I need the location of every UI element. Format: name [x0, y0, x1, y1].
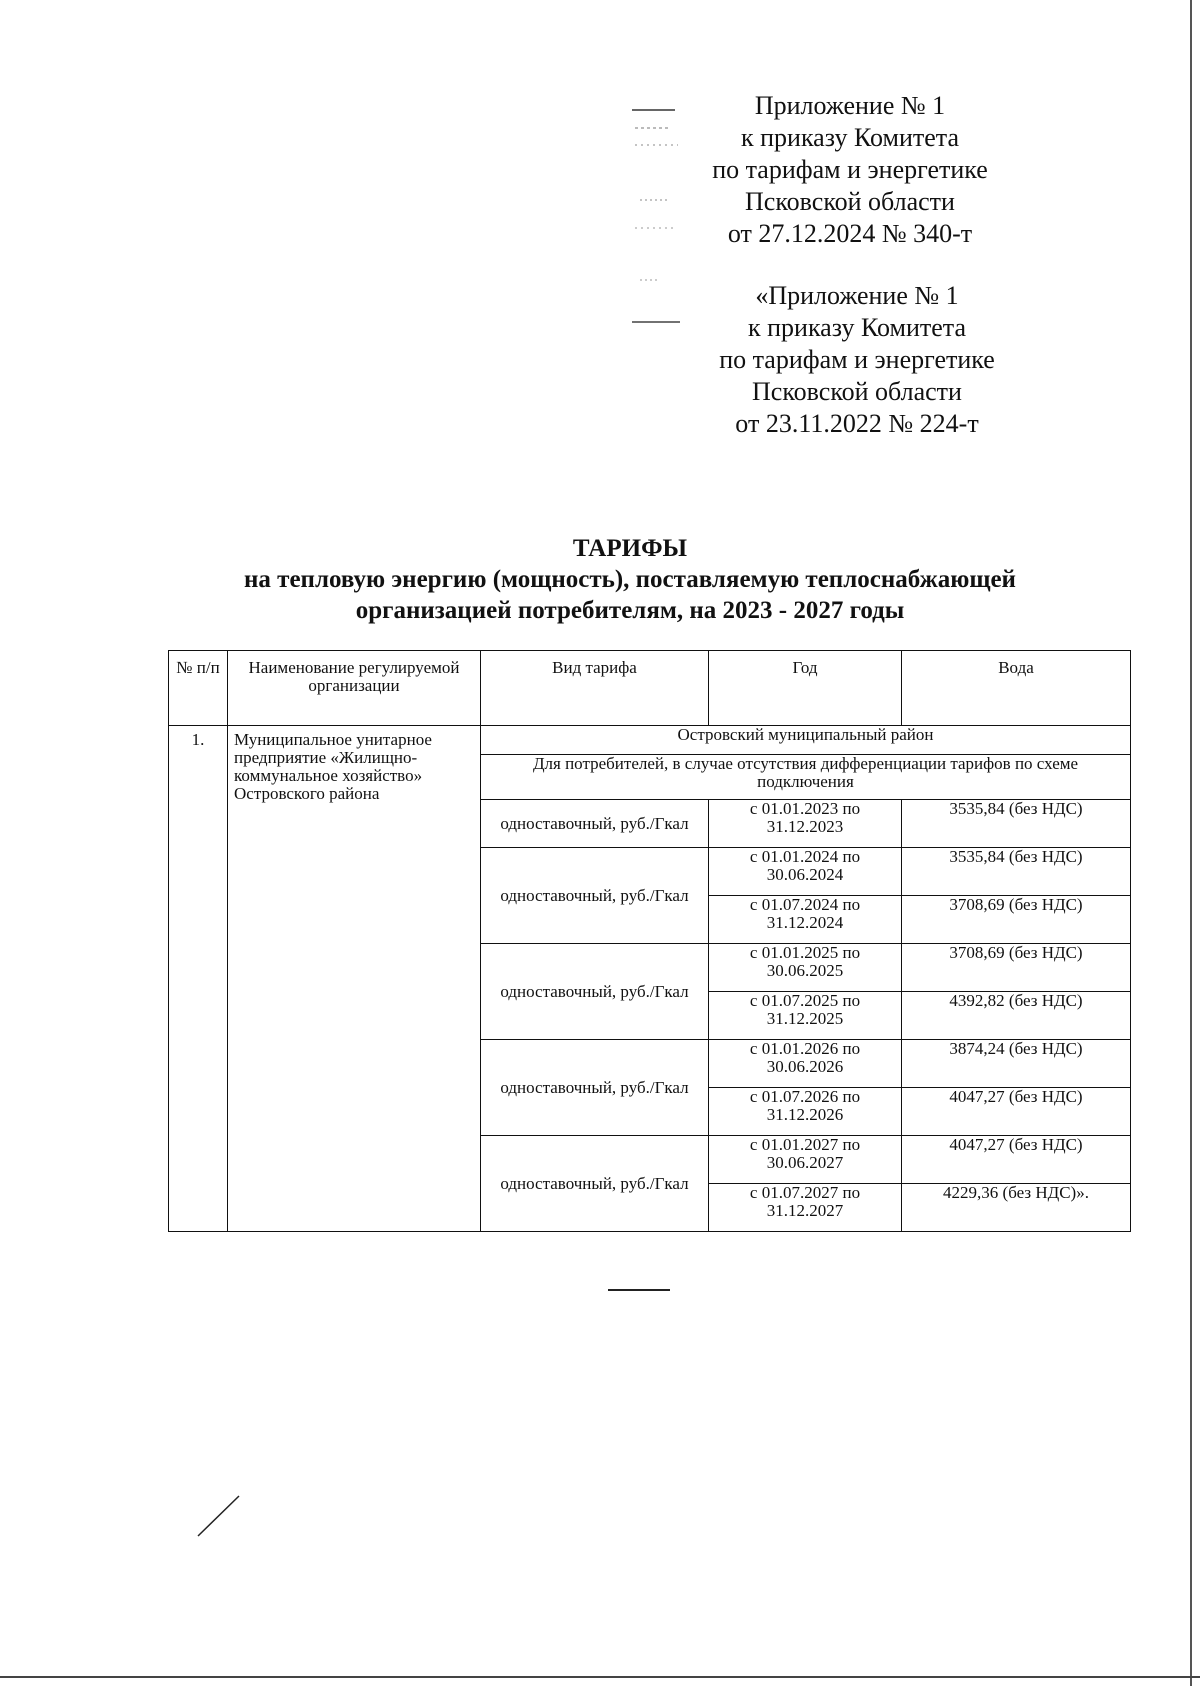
pen-stroke-mark	[195, 1490, 245, 1540]
document-title	[150, 533, 1110, 626]
header-water: Вода	[902, 651, 1131, 726]
faded-stamp-marks	[630, 100, 710, 330]
tariff-period: с 01.01.2027 по 30.06.2027	[709, 1136, 902, 1184]
appendix-line: к приказу Комитета	[740, 123, 959, 152]
tariff-period: с 01.07.2027 по 31.12.2027	[709, 1184, 902, 1232]
tariff-type: одноставочный, руб./Гкал	[481, 1136, 709, 1232]
tariff-value: 3535,84 (без НДС)	[902, 800, 1131, 848]
row-number: 1.	[169, 726, 228, 1232]
tariff-period: с 01.01.2023 по 31.12.2023	[709, 800, 902, 848]
tariff-type: одноставочный, руб./Гкал	[481, 848, 709, 944]
appendix-line: Приложение № 1	[754, 91, 946, 120]
appendix-line: от 23.11.2022 № 224-т	[735, 409, 979, 438]
header-num: № п/п	[169, 651, 228, 726]
table-header-row	[169, 651, 1131, 726]
appendix-line: «Приложение № 1	[755, 281, 959, 310]
tariff-period: с 01.01.2024 по 30.06.2024	[709, 848, 902, 896]
tariff-value: 3708,69 (без НДС)	[902, 896, 1131, 944]
appendix-line: Псковской области	[752, 377, 962, 406]
tariff-value: 3874,24 (без НДС)	[902, 1040, 1131, 1088]
tariff-type: одноставочный, руб./Гкал	[481, 800, 709, 848]
tariff-value: 4047,27 (без НДС)	[902, 1088, 1131, 1136]
title-heading: ТАРИФЫ	[572, 535, 688, 562]
tariff-type: одноставочный, руб./Гкал	[481, 944, 709, 1040]
header-type: Вид тарифа	[481, 651, 709, 726]
appendix-line: от 27.12.2024 № 340-т	[727, 219, 973, 248]
title-line: организацией потребителям, на 2023 - 2027 годы	[355, 597, 905, 624]
appendix-line: Псковской области	[745, 187, 955, 216]
title-line: на тепловую энергию (мощность), поставляемую теплоснабжающей	[244, 566, 1016, 593]
header-org: Наименование регулируемой организации	[228, 651, 481, 726]
appendix-line: по тарифам и энергетике	[719, 345, 995, 374]
scan-edge-right	[1190, 0, 1192, 1686]
table-row	[169, 726, 1131, 755]
organization-name: Муниципальное унитарное предприятие «Жилищно-коммунальное хозяйство» Островского района	[228, 726, 481, 1232]
tariff-period: с 01.07.2026 по 31.12.2026	[709, 1088, 902, 1136]
consumers-note: Для потребителей, в случае отсутствия дифференциации тарифов по схеме подключения	[481, 755, 1131, 800]
end-of-document-line	[608, 1289, 670, 1291]
district-name: Островский муниципальный район	[481, 726, 1131, 755]
scan-edge-bottom	[0, 1676, 1200, 1678]
tariff-value: 4047,27 (без НДС)	[902, 1136, 1131, 1184]
tariff-period: с 01.07.2024 по 31.12.2024	[709, 896, 902, 944]
tariff-value: 3535,84 (без НДС)	[902, 848, 1131, 896]
tariff-period: с 01.07.2025 по 31.12.2025	[709, 992, 902, 1040]
header-year: Год	[709, 651, 902, 726]
tariff-table	[168, 650, 1131, 1232]
appendix-line: к приказу Комитета	[747, 313, 966, 342]
appendix-original-order	[692, 280, 1022, 440]
appendix-line: по тарифам и энергетике	[712, 155, 988, 184]
tariff-period: с 01.01.2025 по 30.06.2025	[709, 944, 902, 992]
tariff-period: с 01.01.2026 по 30.06.2026	[709, 1040, 902, 1088]
tariff-value: 4229,36 (без НДС)».	[902, 1184, 1131, 1232]
tariff-value: 3708,69 (без НДС)	[902, 944, 1131, 992]
tariff-type: одноставочный, руб./Гкал	[481, 1040, 709, 1136]
tariff-value: 4392,82 (без НДС)	[902, 992, 1131, 1040]
appendix-current-order	[690, 90, 1010, 250]
